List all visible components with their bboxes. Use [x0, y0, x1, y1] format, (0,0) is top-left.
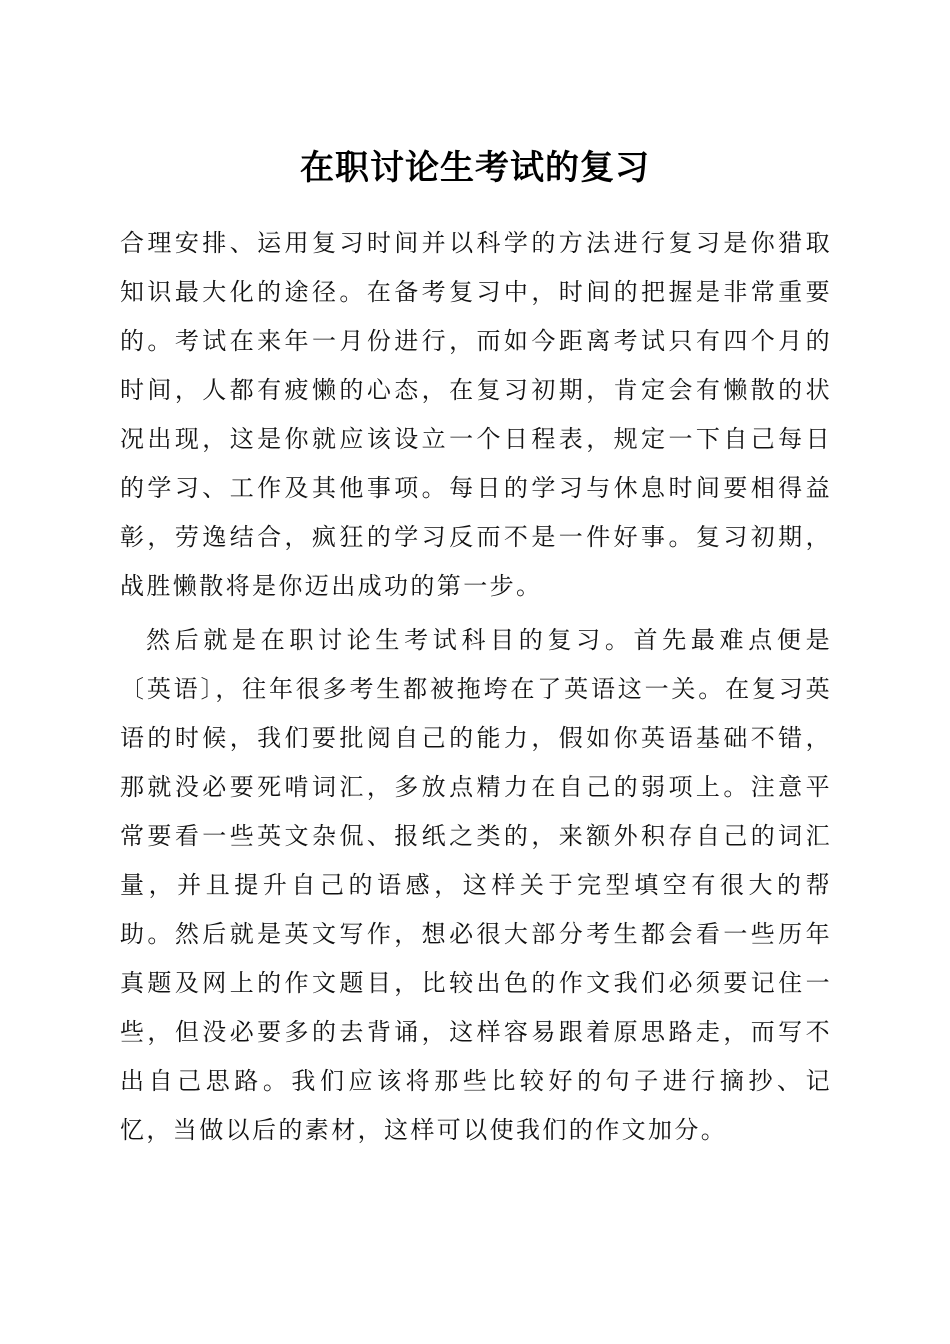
document-title: 在职讨论生考试的复习 [300, 148, 650, 188]
paragraph-1: 合理安排、运用复习时间并以科学的方法进行复习是你猎取知识最大化的途径。在备考复习中，时间的把握是非常重要的。考试在来年一月份进行，而如今距离考试只有四个月的时间，人都有疲懒的心态，在复习初期，肯定会有懒散的状况出现，这是你就应该设立一个日程表，规定一下自己每日的学习、工作及其他事项。每日的学习与休息时间要相得益彰，劳逸结合，疯狂的学习反而不是一件好事。复习初期，战胜懒散将是你迈出成功的第一步。 [120, 229, 832, 600]
paragraph-2: 然后就是在职讨论生考试科目的复习。首先最难点便是〔英语〕，往年很多考生都被拖垮在了英语这一关。在复习英语的时候，我们要批阅自己的能力，假如你英语基础不错，那就没必要死啃词汇，多放点精力在自己的弱项上。注意平常要看一些英文杂侃、报纸之类的，来额外积存自己的词汇量，并且提升自己的语感，这样关于完型填空有很大的帮助。然后就是英文写作，想必很大部分考生都会看一些历年真题及网上的作文题目，比较出色的作文我们必须要记住一些，但没必要多的去背诵，这样容易跟着原思路走，而写不出自己思路。我们应该将那些比较好的句子进行摘抄、记忆，当做以后的素材，这样可以使我们的作文加分。 [120, 626, 832, 1144]
